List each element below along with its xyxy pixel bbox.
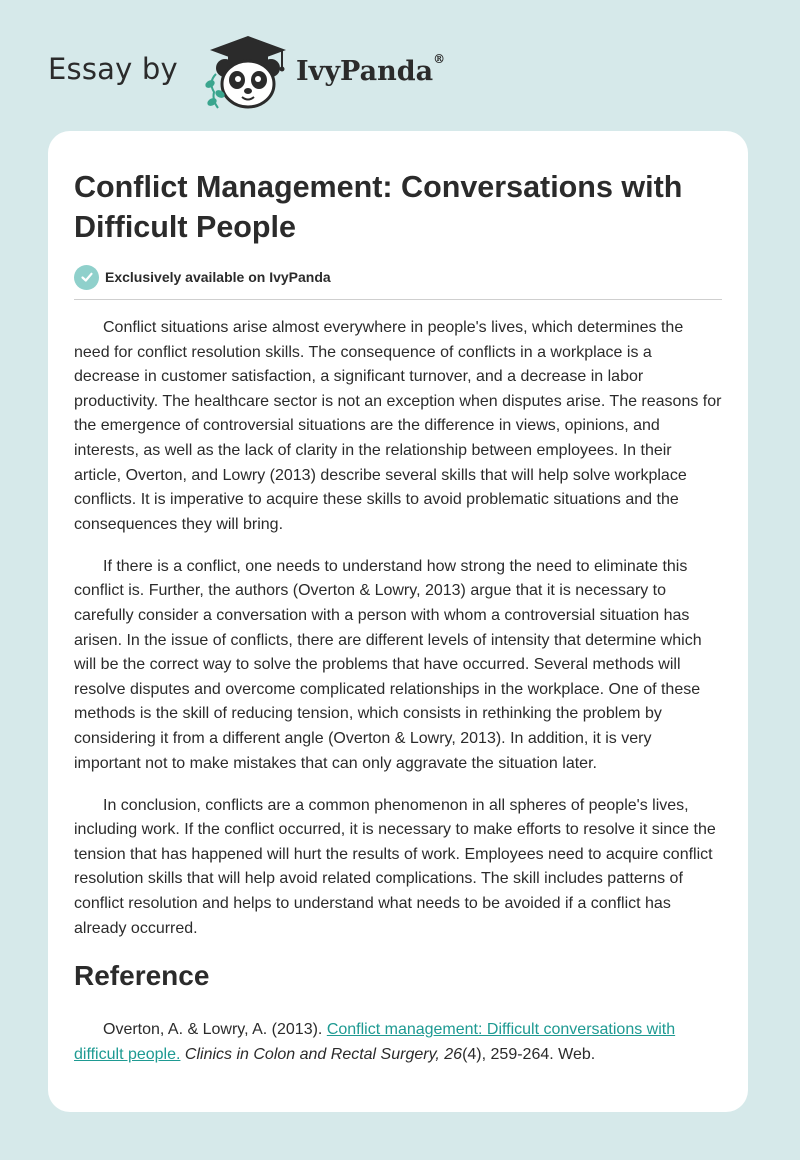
reference-details: (4), 259-264. Web. — [462, 1045, 596, 1063]
reference-journal: Clinics in Colon and Rectal Surgery, 26 — [184, 1045, 463, 1063]
reference-authors: Overton, A. & Lowry, A. (2013). — [103, 1021, 327, 1039]
page-title: Conflict Management: Conversations with Difficult People — [74, 170, 683, 244]
trademark-mark: ® — [433, 52, 446, 66]
checkmark-icon — [74, 265, 99, 290]
site-header — [0, 0, 800, 130]
paragraph: In conclusion, conflicts are a common phenomenon in all spheres of people's lives, including work. If the conflict occurred, it is necessary to make efforts to resolve it since the tension that has happened will hurt the results of work. Employees need to acquire conflict resolution skills that will help avoid related complications. The skill includes patterns of conflict resolution and helps to understand what needs to be avoided if a conflict has already occurred. — [74, 796, 716, 937]
exclusive-badge — [74, 264, 722, 290]
ivypanda-logo-icon[interactable] — [198, 34, 298, 110]
essay-body — [74, 316, 722, 941]
reference-entry — [74, 1018, 722, 1067]
reference-heading: Reference — [74, 960, 210, 992]
essay-card — [48, 131, 748, 1112]
badge-label: Exclusively available on IvyPanda — [105, 269, 331, 285]
essay-by-label: Essay by — [48, 52, 178, 86]
reference-link[interactable]: Conflict management: Difficult conversations with difficult people. — [74, 1021, 676, 1063]
paragraph: If there is a conflict, one needs to understand how strong the need to eliminate this conflict is. Further, the authors (Overton & Lowry, 2013) argue that it is necessary to carefully consider a conversation with a person with whom a controversial situation has arisen. In the issue of conflicts, there are different levels of intensity that determine which will be the correct way to solve the problems that have occurred. Several methods will resolve disputes and overcome complicated relationships in the workplace. One of these methods is the skill of reducing tension, which consists in rethinking the problem by considering it from a different angle (Overton & Lowry, 2013). In addition, it is very important not to make mistakes that can only aggravate the situation later. — [74, 557, 702, 772]
paragraph: Conflict situations arise almost everywhere in people's lives, which determines the need for conflict resolution skills. The consequence of conflicts in a workplace is a decrease in customer satisfaction, a significant turnover, and a decrease in labor productivity. The healthcare sector is not an exception when disputes arise. The reasons for the emergence of controversial situations are the difference in views, opinions, and interests, as well as the lack of clarity in the relationship between employees. In their article, Overton, and Lowry (2013) describe several skills that will help solve workplace conflicts. It is imperative to acquire these skills to avoid problematic situations and the consequences they will bring. — [74, 319, 722, 533]
divider — [74, 299, 722, 300]
brand-name[interactable]: IvyPanda® — [296, 52, 446, 87]
